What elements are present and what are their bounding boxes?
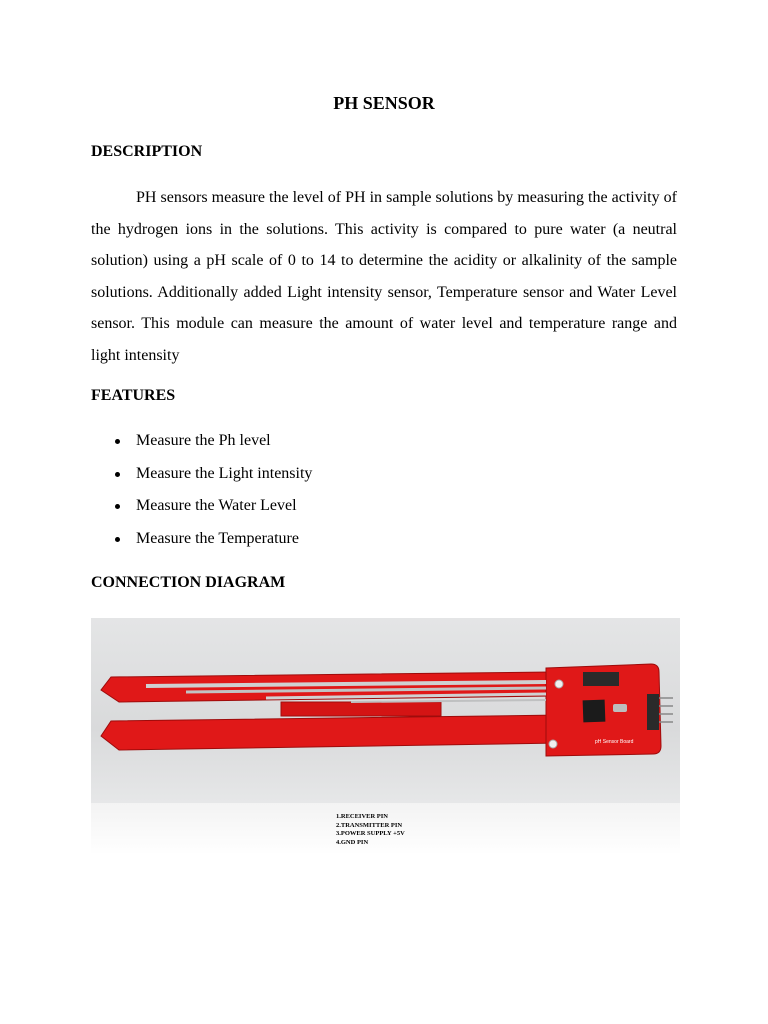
description-text: PH sensors measure the level of PH in sample solutions by measuring the activity of the hydrogen ions in the solutions. This activity is compared to pure water (a neutral solution) using a pH scale of 0 to 14 to determine the acidity or alkalinity of the sample solutions. Additionally added Light intensity sensor, Temperature sensor and Water Level sensor. This module can measure the amount of water level and temperature range and light intensity — [91, 189, 677, 364]
bullet-icon — [115, 439, 120, 444]
mount-hole — [555, 680, 563, 688]
list-item — [91, 462, 312, 495]
feature-text: Measure the Water Level — [136, 497, 297, 514]
top-header — [583, 672, 619, 686]
features-heading: FEATURES — [91, 387, 176, 404]
list-item — [91, 429, 312, 462]
bridge-slot — [281, 702, 441, 716]
crystal — [613, 704, 627, 712]
sensor-board-photo — [91, 618, 680, 803]
side-header — [647, 694, 659, 730]
description-heading: DESCRIPTION — [91, 143, 203, 160]
lower-probe — [101, 715, 561, 750]
page-title: PH SENSOR — [333, 93, 435, 113]
pin-label: 2.TRANSMITTER PIN — [336, 821, 403, 829]
microcontroller-chip — [583, 700, 606, 723]
bullet-icon — [115, 537, 120, 542]
connection-heading: CONNECTION DIAGRAM — [91, 574, 286, 591]
list-item — [91, 527, 312, 560]
trace — [351, 700, 546, 702]
bullet-icon — [115, 472, 120, 477]
sensor-board-illustration — [91, 618, 680, 803]
bullet-icon — [115, 504, 120, 509]
features-list — [91, 429, 312, 559]
pin-label: 1.RECEIVER PIN — [336, 813, 389, 820]
pin-label: 3.POWER SUPPLY +5V — [336, 830, 405, 837]
pin-legend — [336, 813, 405, 847]
board-label: pH Sensor Board — [595, 739, 634, 745]
feature-text: Measure the Temperature — [136, 529, 299, 547]
mount-hole — [549, 740, 557, 748]
list-item — [91, 494, 312, 527]
feature-text: Measure the Light intensity — [136, 464, 313, 482]
feature-text: Measure the Ph level — [136, 432, 271, 449]
pin-label: 4.GND PIN — [336, 838, 369, 846]
